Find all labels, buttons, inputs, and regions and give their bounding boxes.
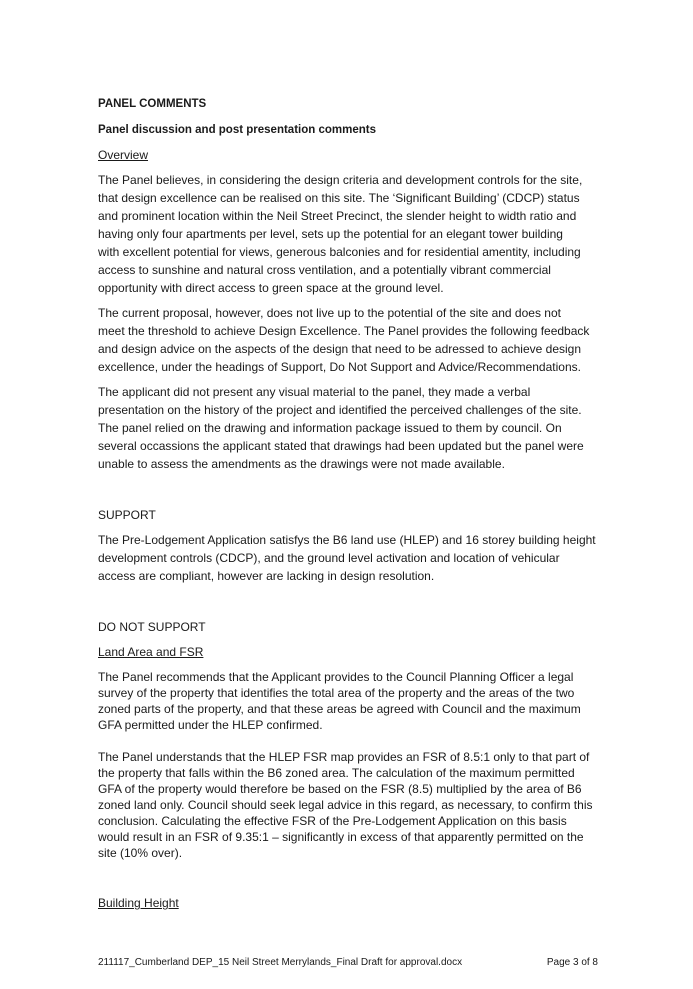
text-line: the property that falls within the B6 zoned area. The calculation of the maximum permitted bbox=[98, 766, 575, 780]
text-line: zoned parts of the property, and that these areas be agreed with Council and the maximum bbox=[98, 702, 581, 716]
text-line: access are compliant, however are lacking in design resolution. bbox=[98, 569, 435, 583]
do-not-support-heading: DO NOT SUPPORT bbox=[98, 620, 206, 634]
text-line: and prominent location within the Neil Street Precinct, the slender height to width ratio and bbox=[98, 209, 577, 223]
text-line: that design excellence can be realised on this site. The ‘Significant Building’ (CDCP) status bbox=[98, 191, 580, 205]
text-line: zoned land only. Council should seek legal advice in this regard, as necessary, to confirm this bbox=[98, 798, 593, 812]
text-line: development controls (CDCP), and the ground level activation and location of vehicular bbox=[98, 551, 560, 565]
text-line: access to sunshine and natural cross ventilation, and a potentially vibrant commercial bbox=[98, 263, 551, 277]
text-line: with excellent potential for views, generous balconies and for residential amentity, including bbox=[98, 245, 581, 259]
land-area-paragraph-2 bbox=[98, 749, 598, 861]
text-line: The Panel believes, in considering the design criteria and development controls for the site, bbox=[98, 173, 583, 187]
overview-heading: Overview bbox=[98, 148, 149, 162]
text-line: excellence, under the headings of Support, Do Not Support and Advice/Recommendations. bbox=[98, 360, 581, 374]
document-page bbox=[98, 0, 598, 989]
text-line: The Panel recommends that the Applicant provides to the Council Planning Officer a legal bbox=[98, 670, 574, 684]
building-height-heading: Building Height bbox=[98, 896, 179, 910]
text-line: presentation on the history of the project and identified the perceived challenges of the site. bbox=[98, 403, 582, 417]
text-line: meet the threshold to achieve Design Excellence. The Panel provides the following feedback bbox=[98, 324, 590, 338]
support-paragraph bbox=[98, 531, 598, 585]
text-line: The panel relied on the drawing and information package issued to them by council. On bbox=[98, 421, 562, 435]
land-area-paragraph-1 bbox=[98, 669, 598, 733]
text-line: having only four apartments per level, sets up the potential for an elegant tower building bbox=[98, 227, 563, 241]
text-line: opportunity with direct access to green space at the ground level. bbox=[98, 281, 444, 295]
overview-paragraph-1 bbox=[98, 171, 598, 297]
text-line: would result in an FSR of 9.35:1 – significantly in excess of that apparently permitted on the bbox=[98, 830, 584, 844]
text-line: and design advice on the aspects of the design that need to be adressed to achieve design bbox=[98, 342, 582, 356]
overview-paragraph-2 bbox=[98, 304, 598, 376]
text-line: The Pre-Lodgement Application satisfys the B6 land use (HLEP) and 16 storey building height bbox=[98, 533, 596, 547]
section-heading: PANEL COMMENTS bbox=[98, 98, 207, 110]
text-line: The applicant did not present any visual material to the panel, they made a verbal bbox=[98, 385, 531, 399]
footer-page-number: Page 3 of 8 bbox=[546, 957, 598, 968]
land-area-heading: Land Area and FSR bbox=[98, 645, 204, 659]
overview-paragraph-3 bbox=[98, 383, 598, 473]
text-line: site (10% over). bbox=[98, 846, 183, 860]
text-line: unable to assess the amendments as the drawings were not made available. bbox=[98, 457, 505, 471]
text-line: The Panel understands that the HLEP FSR map provides an FSR of 8.5:1 only to that part of bbox=[98, 750, 590, 764]
text-line: The current proposal, however, does not live up to the potential of the site and does not bbox=[98, 306, 561, 320]
text-line: survey of the property that identifies the total area of the property and the areas of the two bbox=[98, 686, 575, 700]
text-line: conclusion. Calculating the effective FSR of the Pre-Lodgement Application on this basis bbox=[98, 814, 567, 828]
text-line: several occassions the applicant stated that drawings had been updated but the panel were bbox=[98, 439, 584, 453]
support-heading: SUPPORT bbox=[98, 508, 156, 522]
text-line: GFA of the property would therefore be based on the FSR (8.5) multiplied by the area of B6 bbox=[98, 782, 582, 796]
text-line: GFA permitted under the HLEP confirmed. bbox=[98, 718, 323, 732]
footer-document-name: 211117_Cumberland DEP_15 Neil Street Merrylands_Final Draft for approval.docx bbox=[98, 957, 463, 968]
subheading: Panel discussion and post presentation comments bbox=[98, 124, 376, 136]
